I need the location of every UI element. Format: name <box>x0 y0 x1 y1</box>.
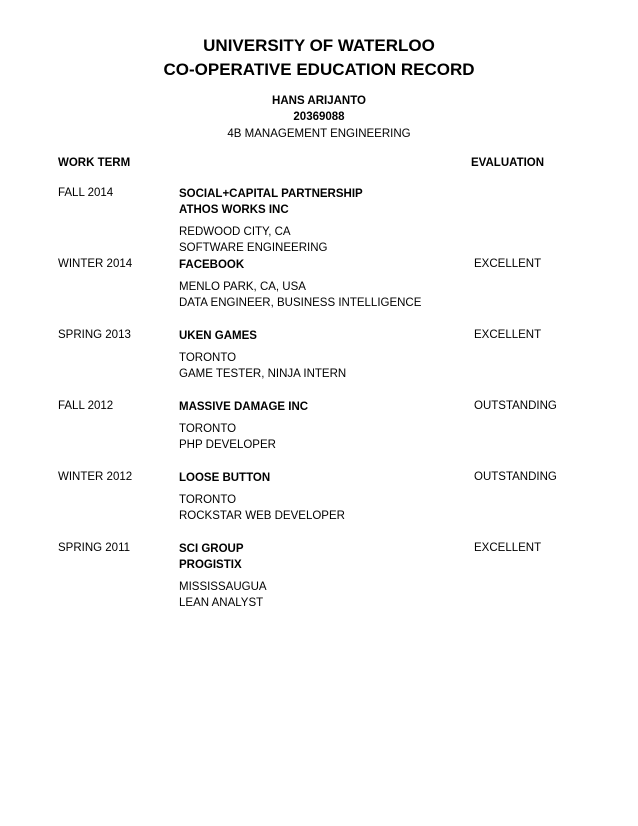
work-term-entry <box>0 186 638 257</box>
entry-evaluation: OUTSTANDING <box>474 471 557 483</box>
entry-employer <box>179 470 464 486</box>
entry-details <box>179 470 464 524</box>
entry-term: FALL 2014 <box>58 187 114 199</box>
entry-term: FALL 2012 <box>58 400 114 412</box>
entry-evaluation: EXCELLENT <box>474 329 542 341</box>
entry-employer <box>179 399 464 415</box>
entry-details <box>179 399 464 453</box>
work-term-header: WORK TERM <box>58 157 131 169</box>
record-title: CO-OPERATIVE EDUCATION RECORD <box>163 60 475 79</box>
entry-location-block <box>179 224 464 256</box>
entry-employer-line: UKEN GAMES <box>179 330 257 342</box>
university-title: UNIVERSITY OF WATERLOO <box>203 36 435 55</box>
entry-details <box>179 186 464 256</box>
entry-employer-line: SOCIAL+CAPITAL PARTNERSHIP <box>179 188 363 200</box>
entry-position: DATA ENGINEER, BUSINESS INTELLIGENCE <box>179 297 422 309</box>
evaluation-header: EVALUATION <box>471 157 545 169</box>
work-term-entry <box>0 328 638 399</box>
entry-position: LEAN ANALYST <box>179 597 264 609</box>
entry-term: WINTER 2014 <box>58 258 133 270</box>
entry-evaluation: EXCELLENT <box>474 258 542 270</box>
entry-position: SOFTWARE ENGINEERING <box>179 242 328 254</box>
entry-employer-line: ATHOS WORKS INC <box>179 204 289 216</box>
entry-location-block <box>179 350 464 382</box>
entry-details <box>179 257 464 311</box>
entry-location: TORONTO <box>179 352 237 364</box>
entry-position: GAME TESTER, NINJA INTERN <box>179 368 347 380</box>
entry-employer <box>179 257 464 273</box>
entry-location: MENLO PARK, CA, USA <box>179 281 306 293</box>
work-term-list <box>0 186 638 612</box>
entry-location: TORONTO <box>179 423 237 435</box>
entry-employer <box>179 328 464 344</box>
entry-position: PHP DEVELOPER <box>179 439 276 451</box>
work-term-entry <box>0 541 638 612</box>
entry-location-block <box>179 579 464 611</box>
entry-location: MISSISSAUGUA <box>179 581 267 593</box>
entry-details <box>179 328 464 382</box>
entry-employer-line: LOOSE BUTTON <box>179 472 271 484</box>
entry-position: ROCKSTAR WEB DEVELOPER <box>179 510 345 522</box>
entry-location-block <box>179 492 464 524</box>
entry-employer <box>179 186 464 218</box>
entry-details <box>179 541 464 611</box>
work-term-entry <box>0 470 638 541</box>
entry-employer-line: PROGISTIX <box>179 559 242 571</box>
entry-location: REDWOOD CITY, CA <box>179 226 291 238</box>
entry-employer-line: MASSIVE DAMAGE INC <box>179 401 309 413</box>
entry-location-block <box>179 279 464 311</box>
entry-evaluation: OUTSTANDING <box>474 400 557 412</box>
work-term-entry <box>0 399 638 470</box>
work-term-entry <box>0 257 638 328</box>
entry-location-block <box>179 421 464 453</box>
entry-evaluation: EXCELLENT <box>474 542 542 554</box>
entry-term: SPRING 2013 <box>58 329 131 341</box>
student-name: HANS ARIJANTO <box>272 95 366 107</box>
entry-term: WINTER 2012 <box>58 471 133 483</box>
entry-location: TORONTO <box>179 494 237 506</box>
entry-term: SPRING 2011 <box>58 542 131 554</box>
entry-employer-line: SCI GROUP <box>179 543 244 555</box>
entry-employer-line: FACEBOOK <box>179 259 245 271</box>
student-id: 20369088 <box>293 111 345 123</box>
entry-employer <box>179 541 464 573</box>
student-program: 4B MANAGEMENT ENGINEERING <box>227 128 411 140</box>
